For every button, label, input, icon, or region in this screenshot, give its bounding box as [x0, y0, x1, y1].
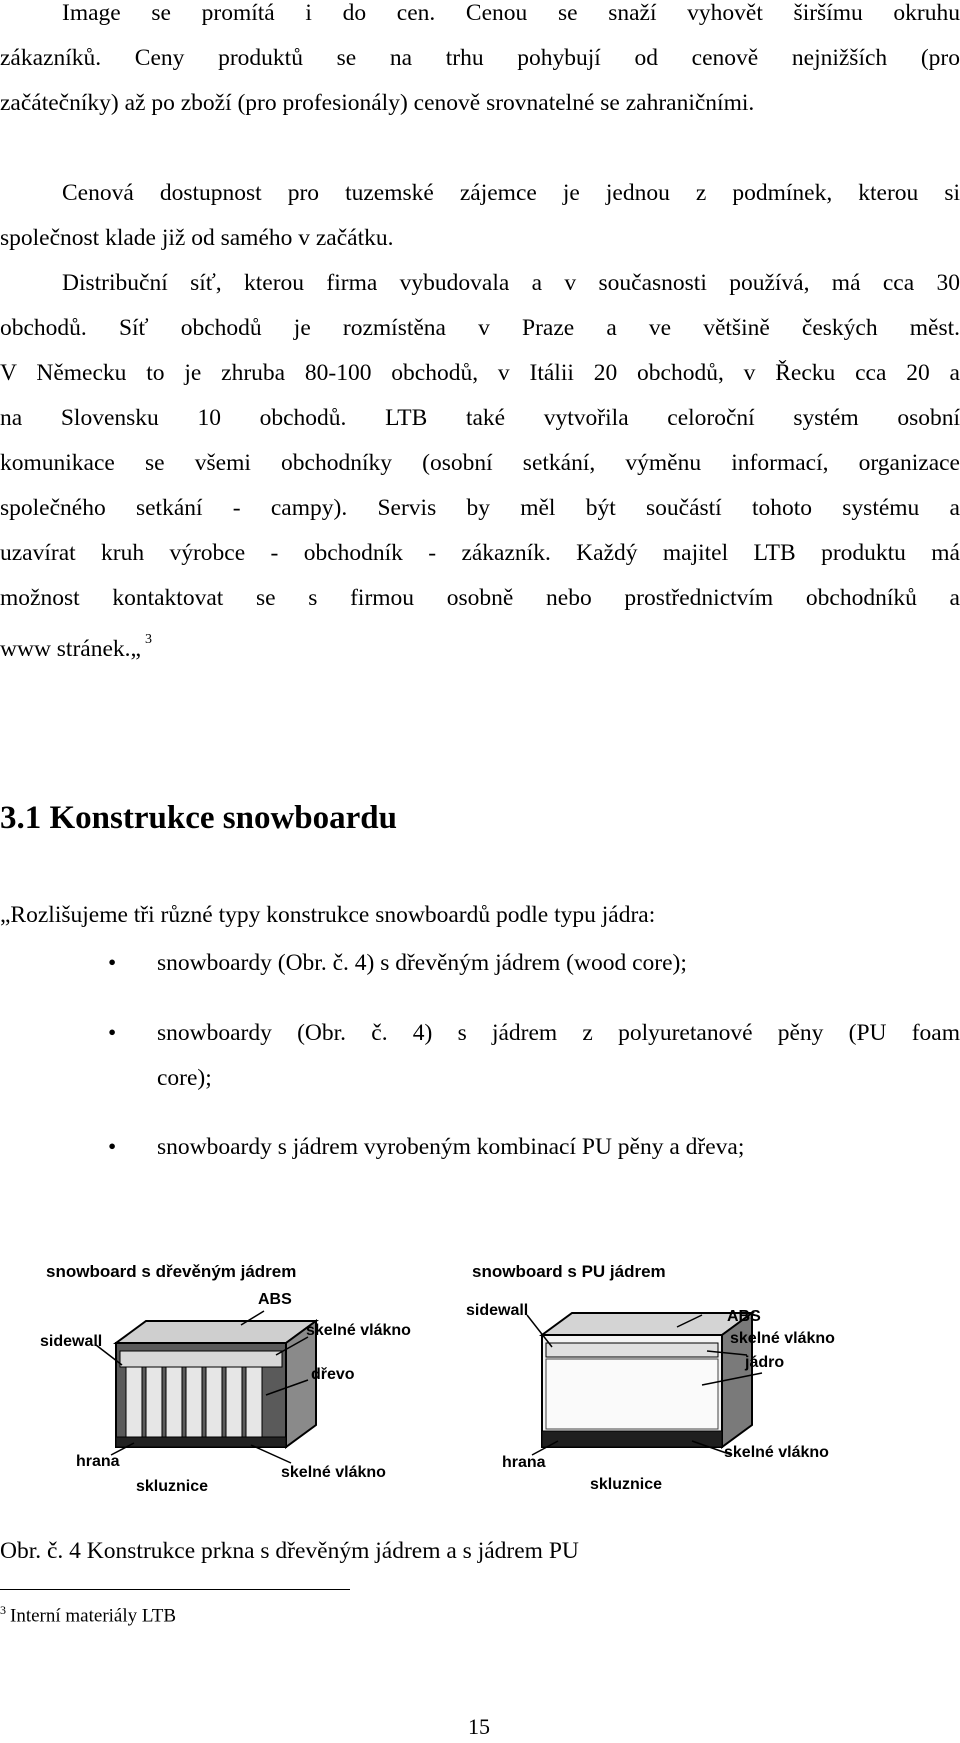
label-core: jádro — [745, 1354, 785, 1371]
list-item-text: snowboardy (Obr. č. 4) s dřevěným jádrem (wood core); — [157, 950, 687, 976]
figure-wood-core — [36, 1255, 441, 1495]
label-fiberglass-bottom: skelné vlákno — [281, 1464, 386, 1481]
label-sidewall: sidewall — [466, 1302, 529, 1319]
label-base: skluznice — [136, 1478, 209, 1495]
label-fiberglass-top: skelné vlákno — [730, 1330, 835, 1347]
list-item-text: core); — [157, 1065, 212, 1091]
paragraph-line: na Slovensku 10 obchodů. LTB také vytvořila celoroční systém osobní — [0, 405, 960, 431]
paragraph-line: V Německu to je zhruba 80-100 obchodů, v Itálii 20 obchodů, v Řecku cca 20 a — [0, 360, 960, 386]
label-fiberglass-top: skelné vlákno — [306, 1322, 411, 1339]
label-abs: ABS — [727, 1308, 761, 1325]
label-base: skluznice — [590, 1476, 663, 1493]
paragraph-line: možnost kontaktovat se s firmou osobně nebo prostřednictvím obchodníků a — [0, 585, 960, 611]
figure-title: snowboard s dřevěným jádrem — [46, 1262, 297, 1281]
bullet-icon: • — [108, 1020, 117, 1046]
list-item-text: snowboardy s jádrem vyrobeným kombinací PU pěny a dřeva; — [157, 1134, 745, 1160]
paragraph-line: obchodů. Síť obchodů je rozmístěna v Praze a ve většině českých měst. — [0, 315, 960, 341]
snowboard-cross-section-drawing — [527, 1313, 762, 1455]
label-fiberglass-bottom: skelné vlákno — [724, 1444, 829, 1461]
label-abs: ABS — [258, 1291, 292, 1308]
paragraph-line — [0, 620, 152, 673]
section-heading: 3.1 Konstrukce snowboardu — [0, 800, 397, 836]
bullet-icon: • — [108, 1134, 117, 1160]
paragraph-line: komunikace se všemi obchodníky (osobní setkání, výměnu informací, organizace — [0, 450, 960, 476]
paragraph-line: zákazníků. Ceny produktů se na trhu pohybují od cenově nejnižších (pro — [0, 45, 960, 71]
footnote-reference: 3 — [144, 632, 152, 647]
footnote-number: 3 — [0, 1603, 6, 1617]
list-item-text: snowboardy (Obr. č. 4) s jádrem z polyuretanové pěny (PU foam — [157, 1020, 960, 1046]
paragraph-line: společného setkání - campy). Servis by měl být součástí tohoto systému a — [0, 495, 960, 521]
label-edge: hrana — [76, 1453, 120, 1470]
paragraph-line: Image se promítá i do cen. Cenou se snaží vyhovět širšímu okruhu — [62, 0, 960, 26]
label-wood: dřevo — [311, 1366, 355, 1383]
paragraph-line: Distribuční síť, kterou firma vybudovala a v současnosti používá, má cca 30 — [62, 270, 960, 296]
paragraph-line: začátečníky) až po zboží (pro profesionály) cenově srovnatelné se zahraničními. — [0, 90, 755, 116]
paragraph-line: uzavírat kruh výrobce - obchodník - zákazník. Každý majitel LTB produktu má — [0, 540, 960, 566]
paragraph-text: www stránek.„ — [0, 635, 141, 662]
paragraph-line: společnost klade již od samého v začátku. — [0, 225, 394, 251]
figure-caption: Obr. č. 4 Konstrukce prkna s dřevěným jádrem a s jádrem PU — [0, 1538, 579, 1564]
label-sidewall: sidewall — [40, 1333, 103, 1350]
figure-title: snowboard s PU jádrem — [472, 1262, 666, 1281]
bullet-icon: • — [108, 950, 117, 976]
label-edge: hrana — [502, 1454, 546, 1471]
page-number: 15 — [468, 1714, 490, 1739]
paragraph-line: Cenová dostupnost pro tuzemské zájemce je jednou z podmínek, kterou si — [62, 180, 960, 206]
footnote-separator — [0, 1589, 350, 1590]
footnote — [0, 1598, 176, 1628]
figure-pu-core — [462, 1255, 882, 1495]
footnote-text: Interní materiály LTB — [10, 1605, 177, 1627]
intro-text: „Rozlišujeme tři různé typy konstrukce snowboardů podle typu jádra: — [0, 902, 656, 928]
snowboard-cross-section-drawing — [96, 1311, 316, 1463]
